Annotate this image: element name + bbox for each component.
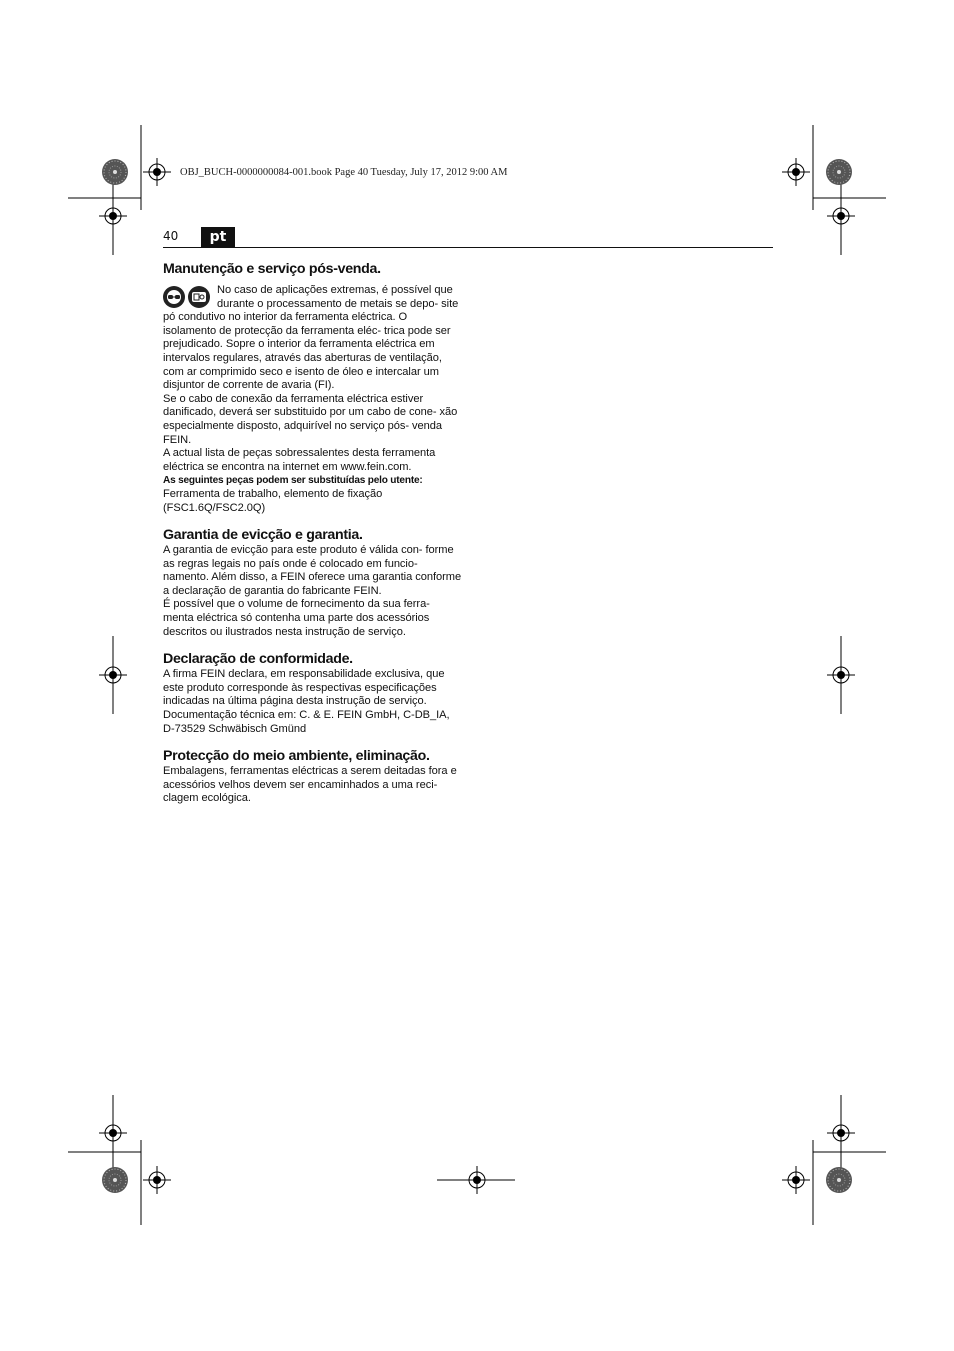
paragraph: Ferramenta de trabalho, elemento de fixação (FSC1.6Q/FSC2.0Q) (163, 487, 383, 514)
paragraph: A firma FEIN declara, em responsabilidade exclusiva, que este produto corresponde às respectivas especificações indicadas na última página desta instrução de serviço. (163, 668, 445, 708)
section-title-conformity: Declaração de conformidade. (163, 651, 353, 668)
paragraph: A actual lista de peças sobressalentes desta ferramenta eléctrica se encontra na internet em www.fein.com. (163, 447, 436, 473)
paragraph: Embalagens, ferramentas eléctricas a serem deitadas fora e acessórios velhos devem ser encaminhados a uma reci- clagem ecológica. (163, 765, 457, 805)
content-column (163, 260, 463, 806)
safety-icons (163, 286, 215, 310)
paragraph: A garantia de evicção para este produto é válida con- forme as regras legais no país onde é colocado em funcio- namento. Além disso, a FEIN oferece uma garantia conforme a declaração de garantia do fabricante FEIN. (163, 544, 462, 597)
header-rule (163, 247, 773, 248)
section-title-environment: Protecção do meio ambiente, eliminação. (163, 748, 430, 765)
paragraph: Se o cabo de conexão da ferramenta eléctrica estiver danificado, deverá ser substituido por um cabo de cone- xão especialmente disposto, adquirível no serviço pós- venda FEIN. (163, 392, 458, 446)
paragraph: É possível que o volume de fornecimento da sua ferra- menta eléctrica só contenha uma parte dos acessórios descritos ou ilustrados nesta instrução de serviço. (163, 598, 430, 638)
dust-mask-icon (188, 286, 210, 308)
page-number: 40 (163, 229, 179, 243)
paragraph: No caso de aplicações extremas, é possível que durante o processamento de metais se depo- site pó condutivo no interior da ferramenta eléctrica. O isolamento de protecção da ferramenta eléc- trica pode ser prejudicado. Sopre o interior da ferramenta eléctrica em intervalos regulares, através das aberturas de ventilação, com ar comprimido seco e isento de óleo e intercalar um disjuntor de corrente de avaria (FI). (163, 284, 459, 392)
section-title-maintenance: Manutenção e serviço pós-venda. (163, 261, 381, 277)
language-tag: pt (201, 227, 235, 247)
book-header: OBJ_BUCH-0000000084-001.book Page 40 Tuesday, July 17, 2012 9:00 AM (180, 167, 508, 178)
paragraph: Documentação técnica em: C. & E. FEIN GmbH, C-DB_IA, D-73529 Schwäbisch Gmünd (163, 709, 450, 735)
section-title-warranty: Garantia de evicção e garantia. (163, 527, 363, 544)
replaceable-parts-label: As seguintes peças podem ser substituídas pelo utente: (163, 475, 423, 487)
eye-protection-icon (163, 286, 185, 308)
